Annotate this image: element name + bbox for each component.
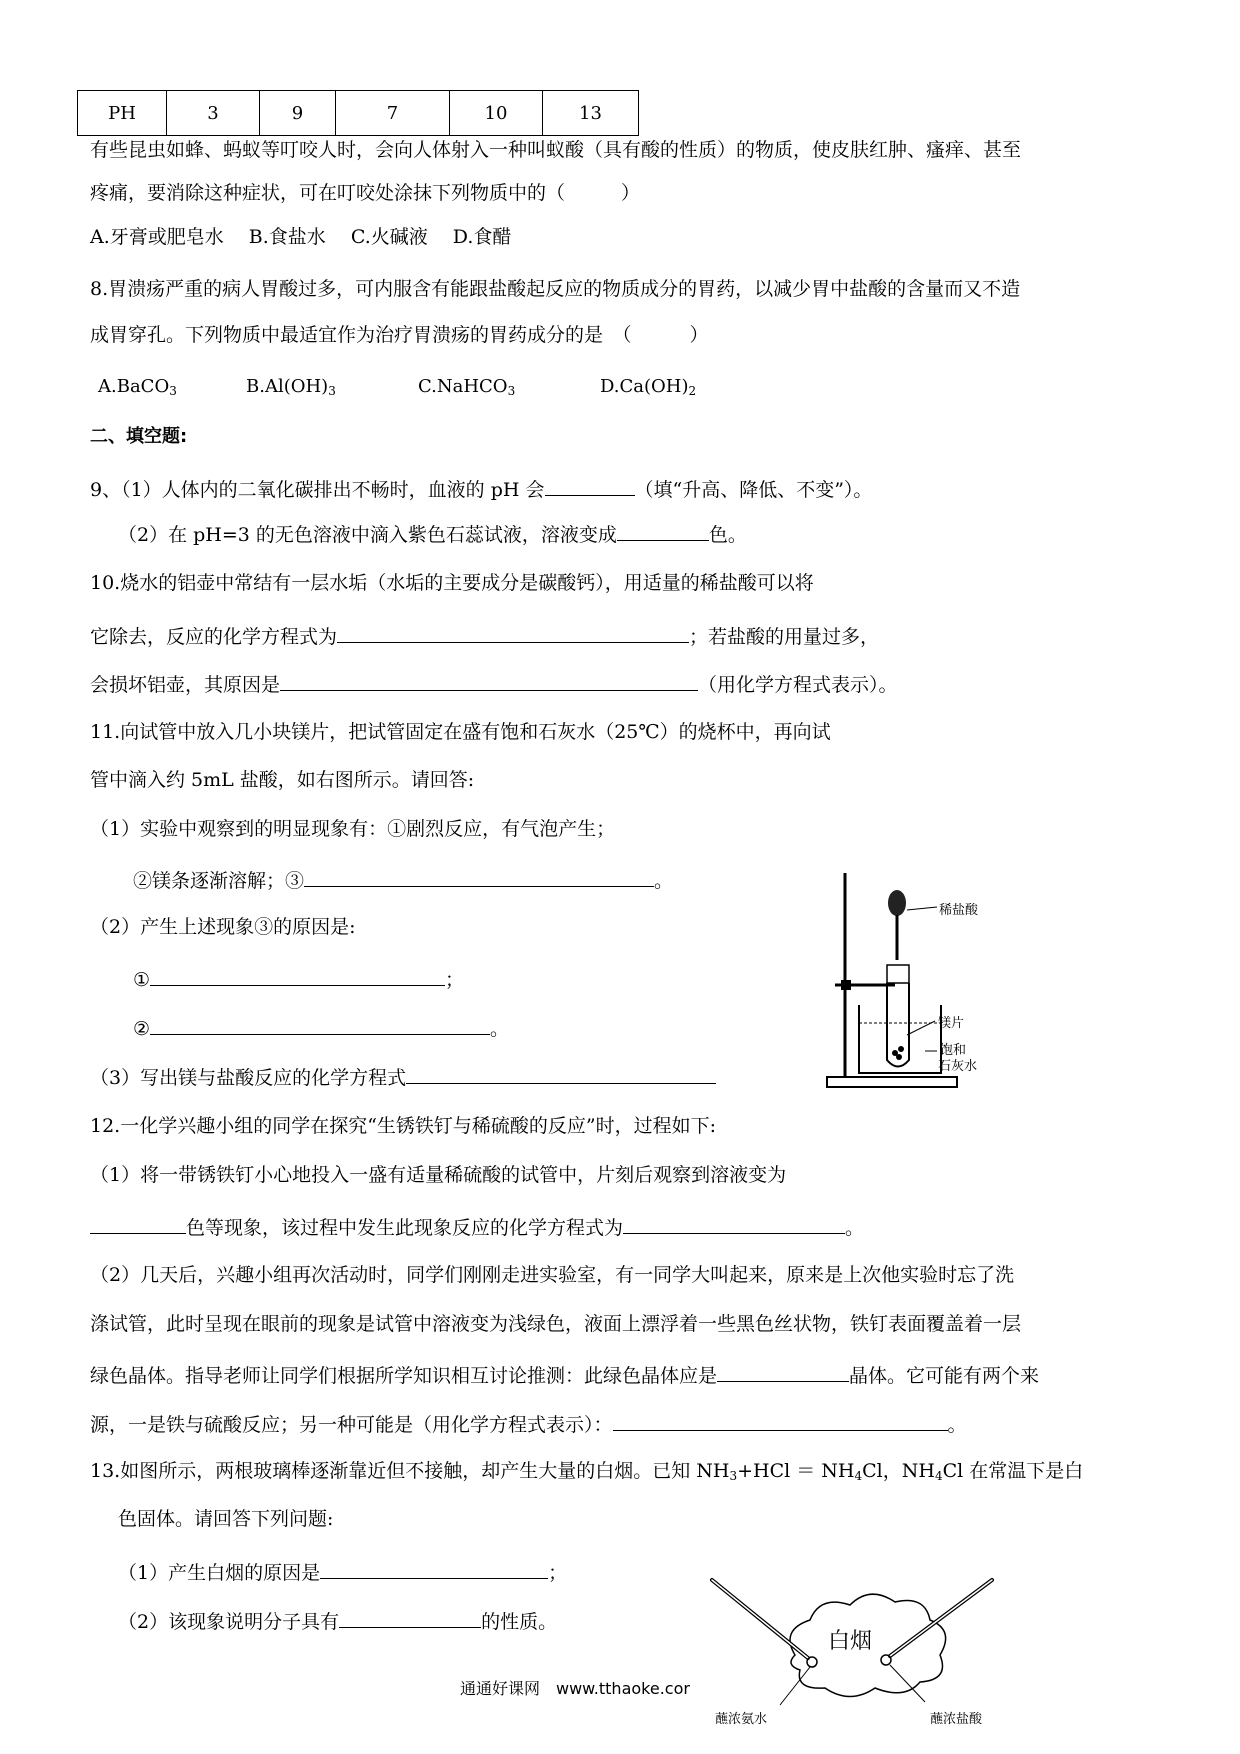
section2-title: 二、填空题: [90,426,188,447]
beaker [859,1005,941,1073]
clamp-boss [841,980,851,990]
q7-line2-prefix: 疼痛，要消除这种症状，可在叮咬处涂抹下列物质中的（ [90,182,566,204]
fig-label-smoke: 白烟 [828,1629,873,1654]
q11-blank-3[interactable] [150,1016,490,1035]
q10-line2: 它除去，反应的化学方程式为 ；若盐酸的用量过多， [90,626,880,648]
q10-line1: 10.烧水的铝壶中常结有一层水垢（水垢的主要成分是碳酸钙），用适量的稀盐酸可以将 [90,572,814,594]
glass-rod-left-tip [807,1657,817,1667]
q12-part2-line3: 绿色晶体。指导老师让同学们根据所学知识相互讨论推测：此绿色晶体应是 晶体。它可能有两个来 [90,1365,1040,1387]
dropper-bulb [888,890,906,916]
mg-piece [896,1054,902,1060]
mg-piece [898,1046,904,1052]
q13-part1: （1）产生白烟的原因是 ； [118,1562,568,1584]
q9-blank-1[interactable] [545,477,635,496]
glass-rod-right-tip [881,1655,891,1665]
q9-part2: （2）在 pH=3 的无色溶液中滴入紫色石蕊试液，溶液变成 色。 [118,524,747,546]
q13-line2: 色固体。请回答下列问题: [118,1508,334,1530]
stand-base [827,1077,957,1087]
ph-cell-1: 3 [167,91,260,136]
ph-table [77,90,639,136]
q8-options [98,378,177,396]
ph-table-header: PH [78,91,167,136]
q13-line1: 13.如图所示，两根玻璃棒逐渐靠近但不接触，却产生大量的白烟。已知 $NH_3+HCl = NH_4Cl$，$NH_4Cl$ 在常温下是白 [90,1460,1084,1483]
lab-apparatus-figure [815,855,1015,1095]
q8-option-b: $B.Al(OH)_3$ [246,376,336,398]
q7-line2 [90,184,640,203]
ph-cell-2: 9 [260,91,336,136]
q11-line2: 管中滴入约 5mL 盐酸，如右图所示。请回答: [90,769,475,791]
fig-label-lime-1: 饱和 [940,1043,967,1058]
ph-cell-3: 7 [336,91,450,136]
q9-blank-2[interactable] [617,522,709,541]
q12-part2-line2: 涤试管，此时呈现在眼前的现象是试管中溶液变为浅绿色，液面上漂浮着一些黑色丝状物，铁钉表面覆盖着一层 [90,1313,1022,1335]
q13-blank-1[interactable] [320,1560,548,1579]
ph-cell-5: 13 [543,91,639,136]
q12-blank-2[interactable] [623,1215,845,1234]
test-tube [887,983,909,1067]
q11-part1b: ②镁条逐渐溶解；③ 。 [133,870,674,892]
q7-line1: 有些昆虫如蜂、蚂蚁等叮咬人时，会向人体射入一种叫蚁酸（具有酸的性质）的物质，使皮肤红肿、瘙痒、甚至 [90,139,1022,161]
q12-blank-1[interactable] [90,1215,186,1234]
ph-cell-4: 10 [450,91,543,136]
tube-stopper [887,965,909,983]
q10-blank-1[interactable] [337,624,689,643]
q12-part2-line1: （2）几天后，兴趣小组再次活动时，同学们刚刚走进实验室，有一同学大叫起来，原来是上次他实验时忘了洗 [90,1264,1015,1286]
fig-label-ammonia: 蘸浓氨水 [715,1712,768,1727]
q11-blank-2[interactable] [150,967,445,986]
q11-part2: （2）产生上述现象③的原因是: [90,916,356,938]
glass-rod-left-highlight [712,1580,808,1658]
q8-option-c: C.NaHCO$_3$ [418,376,516,398]
q8-line2 [90,326,709,345]
q8-line1: 8.胃溃疡严重的病人胃酸过多，可内服含有能跟盐酸起反应的物质成分的胃药，以减少胃中盐酸的含量而又不造 [90,278,1021,300]
q7-line2-suffix: ） [621,182,641,204]
fig-label-acid: 稀盐酸 [939,903,979,918]
q11-part3: （3）写出镁与盐酸反应的化学方程式 [90,1065,716,1088]
ph-table-row [78,91,639,136]
q10-line3: 会损坏铝壶，其原因是 （用化学方程式表示）。 [90,674,898,696]
q8-option-a: A.BaCO$_3$ [98,376,177,398]
glass-rod-right-highlight [890,1580,992,1656]
q12-line1: 12.一化学兴趣小组的同学在探究“生锈铁钉与稀硫酸的反应”时，过程如下: [90,1115,717,1137]
q11-blank-4[interactable] [406,1065,716,1084]
q11-blank-1[interactable] [304,868,654,887]
q8-line2-prefix: 成胃穿孔。下列物质中最适宜作为治疗胃溃疡的胃药成分的是 （ [90,324,632,346]
q12-part1: （1）将一带锈铁钉小心地投入一盛有适量稀硫酸的试管中，片刻后观察到溶液变为 [90,1164,787,1186]
q12-part1b: 色等现象，该过程中发生此现象反应的化学方程式为 。 [90,1215,864,1238]
page-footer: 通通好课网 www.tthaoke.cor [460,1679,690,1698]
q13-blank-2[interactable] [339,1609,481,1628]
q12-blank-4[interactable] [613,1412,948,1431]
fig-label-mg: 镁片 [938,1016,965,1031]
fig-label-lime-2: 石灰水 [938,1059,978,1074]
q11-reason1: ① ； [133,969,465,991]
q11-line1: 11.向试管中放入几小块镁片，把试管固定在盛有饱和石灰水（25℃）的烧杯中，再向试 [90,721,831,743]
pointer-acid [907,907,937,910]
q13-part2: （2）该现象说明分子具有 的性质。 [118,1611,558,1633]
q10-blank-2[interactable] [280,672,698,691]
q11-reason2: ② 。 [133,1018,510,1040]
fig-label-hcl: 蘸浓盐酸 [930,1712,983,1727]
q12-blank-3[interactable] [717,1363,849,1382]
q7-options: A.牙膏或肥皂水 B.食盐水 C.火碱液 D.食醋 [90,226,512,248]
q9-part1: 9、（1）人体内的二氧化碳排出不畅时，血液的 pH 会 （填“升高、降低、不变”）。 [90,479,873,501]
q11-part1: （1）实验中观察到的明显现象有：①剧烈反应，有气泡产生； [90,818,616,840]
pointer-hcl [890,1665,925,1702]
q8-line2-suffix: ） [689,324,709,346]
q12-part2-line4: 源，一是铁与硫酸反应；另一种可能是（用化学方程式表示）： 。 [90,1414,967,1436]
q8-option-d: $D.Ca(OH)_2$ [600,376,697,398]
